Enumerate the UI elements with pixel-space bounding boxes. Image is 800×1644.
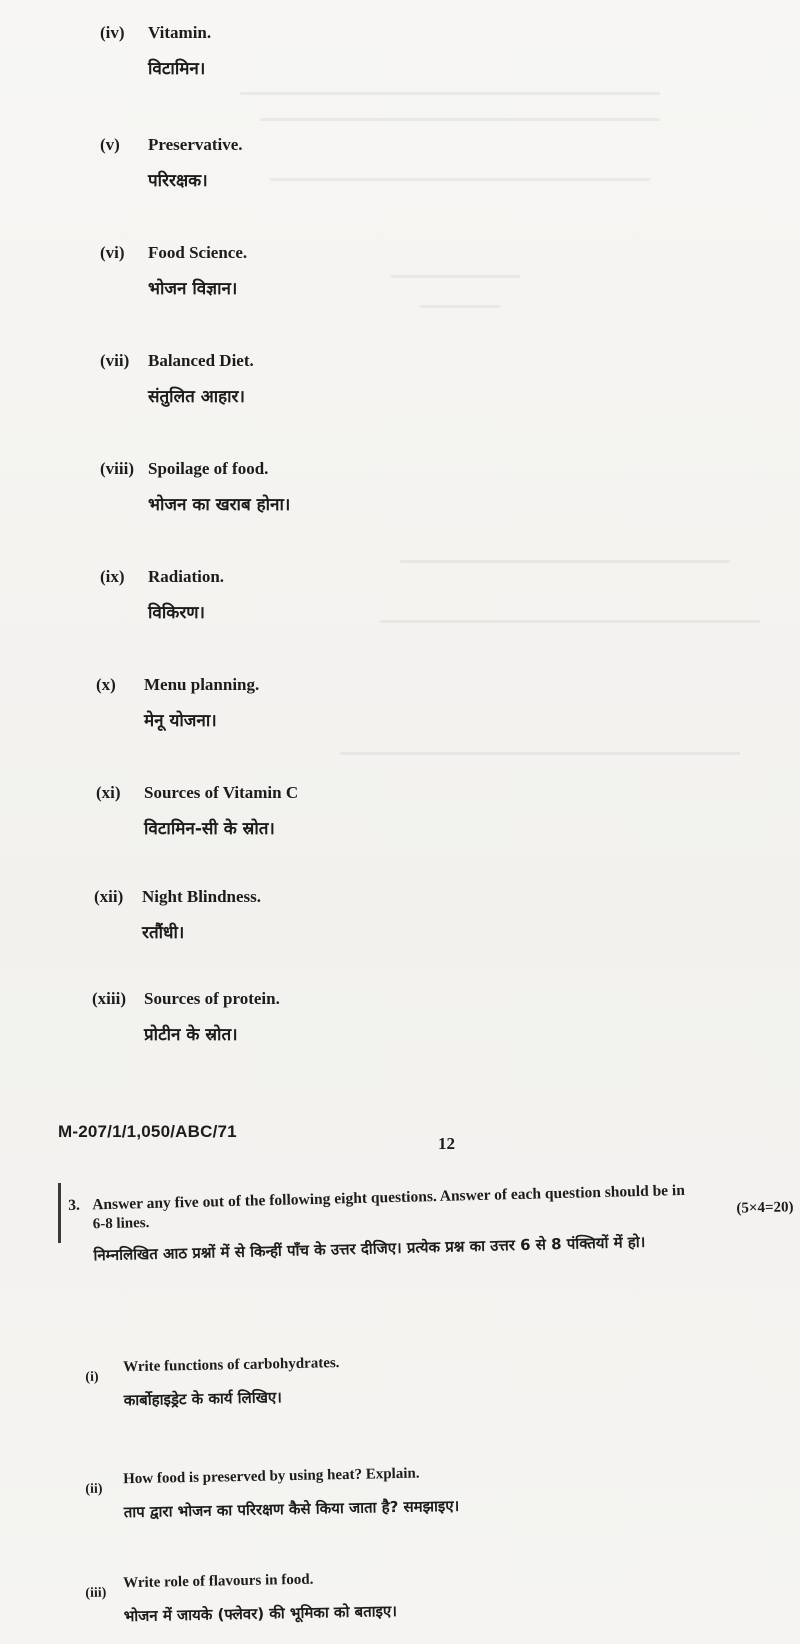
item-number: (xi) <box>96 783 121 802</box>
item-hindi: मेनू योजना। <box>144 711 217 731</box>
sub-question-english: How food is preserved by using heat? Explain. <box>122 1465 420 1488</box>
item-hindi: प्रोटीन के स्रोत। <box>144 1025 238 1045</box>
margin-bar <box>58 1183 61 1243</box>
bleed-through-mark <box>260 118 660 121</box>
item-english: Menu planning. <box>144 675 260 694</box>
item-english: Preservative. <box>148 135 243 154</box>
paper-code: M-207/1/1,050/ABC/71 <box>58 1122 237 1141</box>
list-item <box>94 886 261 944</box>
item-number: (xiii) <box>92 989 126 1008</box>
sub-question-number: (i) <box>85 1369 99 1385</box>
item-english: Spoilage of food. <box>148 459 269 478</box>
sub-question-number: (ii) <box>85 1481 103 1497</box>
item-english: Balanced Diet. <box>148 351 254 370</box>
list-item <box>96 782 298 840</box>
list-item <box>96 674 259 732</box>
item-hindi: रतौंधी। <box>142 923 185 943</box>
bleed-through-mark <box>380 620 760 623</box>
item-number: (xii) <box>94 887 124 906</box>
item-hindi: विटामिन-सी के स्रोत। <box>144 819 275 839</box>
question-marks: (5×4=20) <box>736 1199 794 1217</box>
question-text-hindi: निम्नलिखित आठ प्रश्नों में से किन्हीं पाँच के उत्तर दीजिए। प्रत्येक प्रश्न का उत्तर 6 से 8 पंक्तियों में हो। <box>93 1232 646 1265</box>
item-number: (vii) <box>100 351 130 370</box>
item-english: Radiation. <box>148 567 225 586</box>
list-item <box>100 22 211 80</box>
item-hindi: परिरक्षक। <box>148 171 208 191</box>
item-hindi: भोजन विज्ञान। <box>148 279 238 299</box>
item-number: (vi) <box>100 243 125 262</box>
item-number: (iv) <box>100 23 125 42</box>
item-hindi: भोजन का खराब होना। <box>148 495 291 515</box>
list-item <box>100 350 254 408</box>
bleed-through-mark <box>340 752 740 755</box>
sub-question-hindi: भोजन में जायके (फ्लेवर) की भूमिका को बताइए। <box>123 1602 398 1626</box>
item-english: Sources of Vitamin C <box>144 783 299 802</box>
item-hindi: विटामिन। <box>148 59 206 79</box>
list-item <box>100 134 243 192</box>
list-item <box>100 242 247 300</box>
list-item <box>100 458 290 516</box>
bleed-through-mark <box>390 275 520 278</box>
item-english: Food Science. <box>148 243 248 262</box>
sub-question-hindi: कार्बोहाइड्रेट के कार्य लिखिए। <box>123 1388 283 1410</box>
item-english: Sources of protein. <box>144 989 280 1008</box>
item-hindi: विकिरण। <box>148 603 206 623</box>
bleed-through-mark <box>420 305 500 308</box>
bleed-through-mark <box>240 92 660 95</box>
sub-question-english: Write functions of carbohydrates. <box>122 1355 340 1376</box>
sub-question-hindi: ताप द्वारा भोजन का परिरक्षण कैसे किया जाता है? समझाइए। <box>123 1496 460 1522</box>
item-number: (ix) <box>100 567 125 586</box>
item-number: (v) <box>100 135 120 154</box>
bleed-through-mark <box>400 560 730 563</box>
bleed-through-mark <box>270 178 650 181</box>
sub-question-number: (iii) <box>85 1585 107 1601</box>
question-3 <box>68 1177 795 1270</box>
item-english: Vitamin. <box>148 23 212 42</box>
sub-question <box>85 1348 686 1411</box>
page-number: 12 <box>438 1134 455 1153</box>
sub-question <box>85 1460 686 1523</box>
question-number: 3. <box>68 1196 81 1214</box>
question-text-continued: 6-8 lines. <box>92 1215 150 1233</box>
question-text: Answer any five out of the following eight questions. Answer of each question should be in <box>92 1181 686 1214</box>
list-item <box>92 988 280 1046</box>
item-english: Night Blindness. <box>142 887 262 906</box>
list-item <box>100 566 224 624</box>
item-hindi: संतुलित आहार। <box>148 387 245 407</box>
sub-question <box>85 1564 686 1627</box>
item-number: (viii) <box>100 459 134 478</box>
sub-question-english: Write role of flavours in food. <box>122 1571 314 1592</box>
item-number: (x) <box>96 675 116 694</box>
